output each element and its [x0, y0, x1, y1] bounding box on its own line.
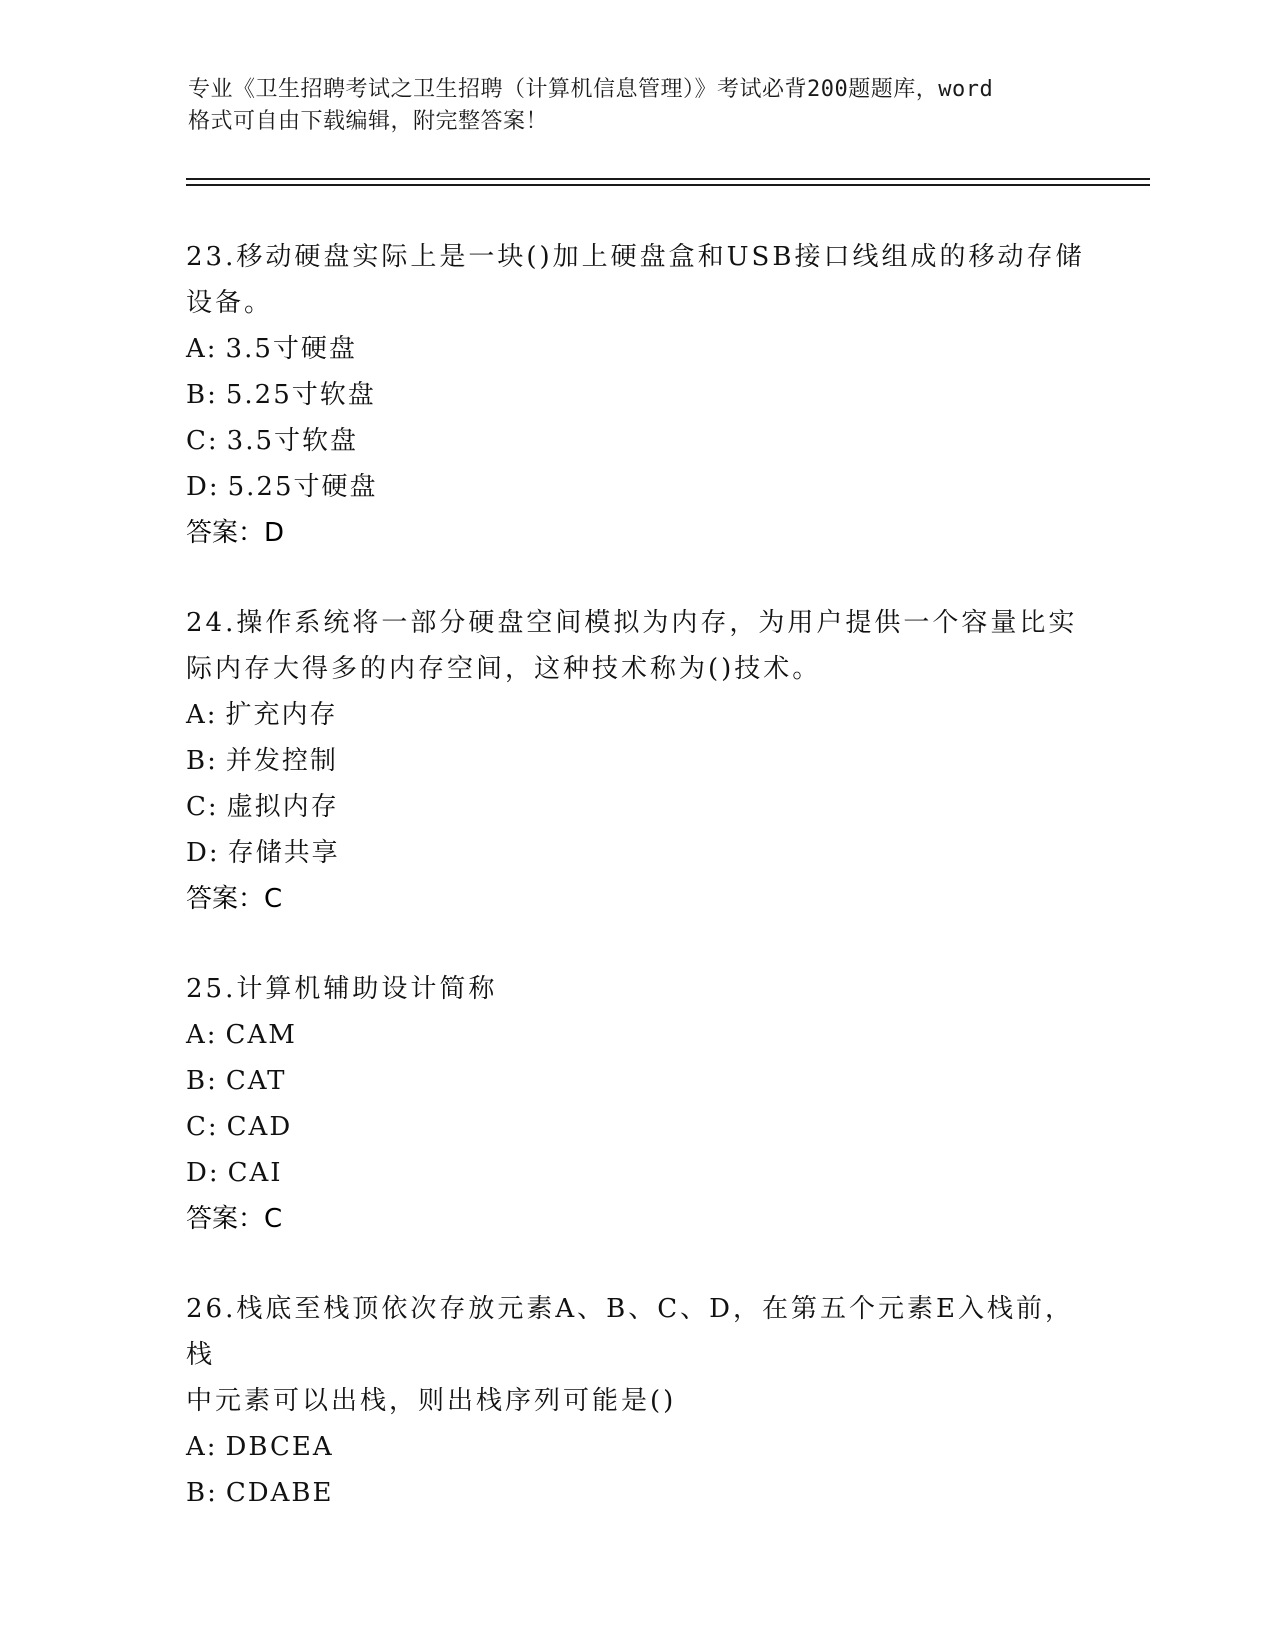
option-label: B: — [186, 746, 218, 776]
option-label: A: — [186, 700, 218, 730]
option-d — [186, 830, 1086, 876]
answer: 答案：C — [186, 1204, 283, 1234]
option-label: A: — [186, 1020, 218, 1050]
option-text: CAM — [225, 1020, 297, 1050]
option-text: 虚拟内存 — [226, 792, 339, 822]
question-text-line-2: 际内存大得多的内存空间，这种技术称为()技术。 — [186, 654, 822, 684]
question-26 — [186, 1286, 1086, 1516]
option-label: C: — [186, 426, 219, 456]
question-23 — [186, 234, 1086, 556]
question-text-line-2: 中元素可以出栈，则出栈序列可能是() — [186, 1386, 677, 1416]
header-line-1: 专业《卫生招聘考试之卫生招聘（计算机信息管理）》考试必背200题题库，word — [188, 77, 994, 102]
option-text: 5.25寸硬盘 — [227, 472, 378, 502]
option-b — [186, 738, 1086, 784]
question-text-line-2: 设备。 — [186, 288, 274, 318]
option-a — [186, 692, 1086, 738]
option-b — [186, 1470, 1086, 1516]
option-text: 3.5寸软盘 — [226, 426, 359, 456]
option-a — [186, 1424, 1086, 1470]
option-label: D: — [186, 1158, 220, 1188]
option-text: CDABE — [225, 1478, 334, 1508]
question-text-line-1: 23.移动硬盘实际上是一块()加上硬盘盒和USB接口线组成的移动存储 — [186, 242, 1085, 272]
header-divider-bottom — [186, 184, 1150, 186]
option-text: CAT — [225, 1066, 287, 1096]
option-label: C: — [186, 792, 219, 822]
document-header — [188, 74, 1088, 138]
option-d — [186, 1150, 1086, 1196]
question-24 — [186, 600, 1086, 922]
option-text: CAD — [226, 1112, 293, 1142]
option-a — [186, 1012, 1086, 1058]
option-text: 5.25寸软盘 — [225, 380, 376, 410]
option-label: C: — [186, 1112, 219, 1142]
question-text-line-1: 24.操作系统将一部分硬盘空间模拟为内存，为用户提供一个容量比实 — [186, 608, 1078, 638]
option-c — [186, 784, 1086, 830]
option-b — [186, 372, 1086, 418]
option-text: CAI — [227, 1158, 283, 1188]
option-text: DBCEA — [225, 1432, 334, 1462]
option-label: B: — [186, 1066, 218, 1096]
header-divider-top — [186, 178, 1150, 180]
option-label: B: — [186, 380, 218, 410]
question-text-line-1: 25.计算机辅助设计简称 — [186, 974, 498, 1004]
answer: 答案：D — [186, 518, 285, 548]
option-label: D: — [186, 838, 220, 868]
option-label: D: — [186, 472, 220, 502]
option-label: A: — [186, 1432, 218, 1462]
option-label: B: — [186, 1478, 218, 1508]
option-text: 3.5寸硬盘 — [225, 334, 357, 364]
option-text: 并发控制 — [225, 746, 338, 776]
option-b — [186, 1058, 1086, 1104]
option-d — [186, 464, 1086, 510]
option-c — [186, 418, 1086, 464]
answer: 答案：C — [186, 884, 283, 914]
question-text-line-1: 26.栈底至栈顶依次存放元素A、B、C、D，在第五个元素E入栈前，栈 — [186, 1294, 1074, 1370]
question-25 — [186, 966, 1086, 1242]
option-text: 扩充内存 — [225, 700, 338, 730]
option-c — [186, 1104, 1086, 1150]
header-line-2: 格式可自由下载编辑，附完整答案！ — [188, 109, 549, 134]
option-text: 存储共享 — [227, 838, 340, 868]
option-label: A: — [186, 334, 218, 364]
option-a — [186, 326, 1086, 372]
